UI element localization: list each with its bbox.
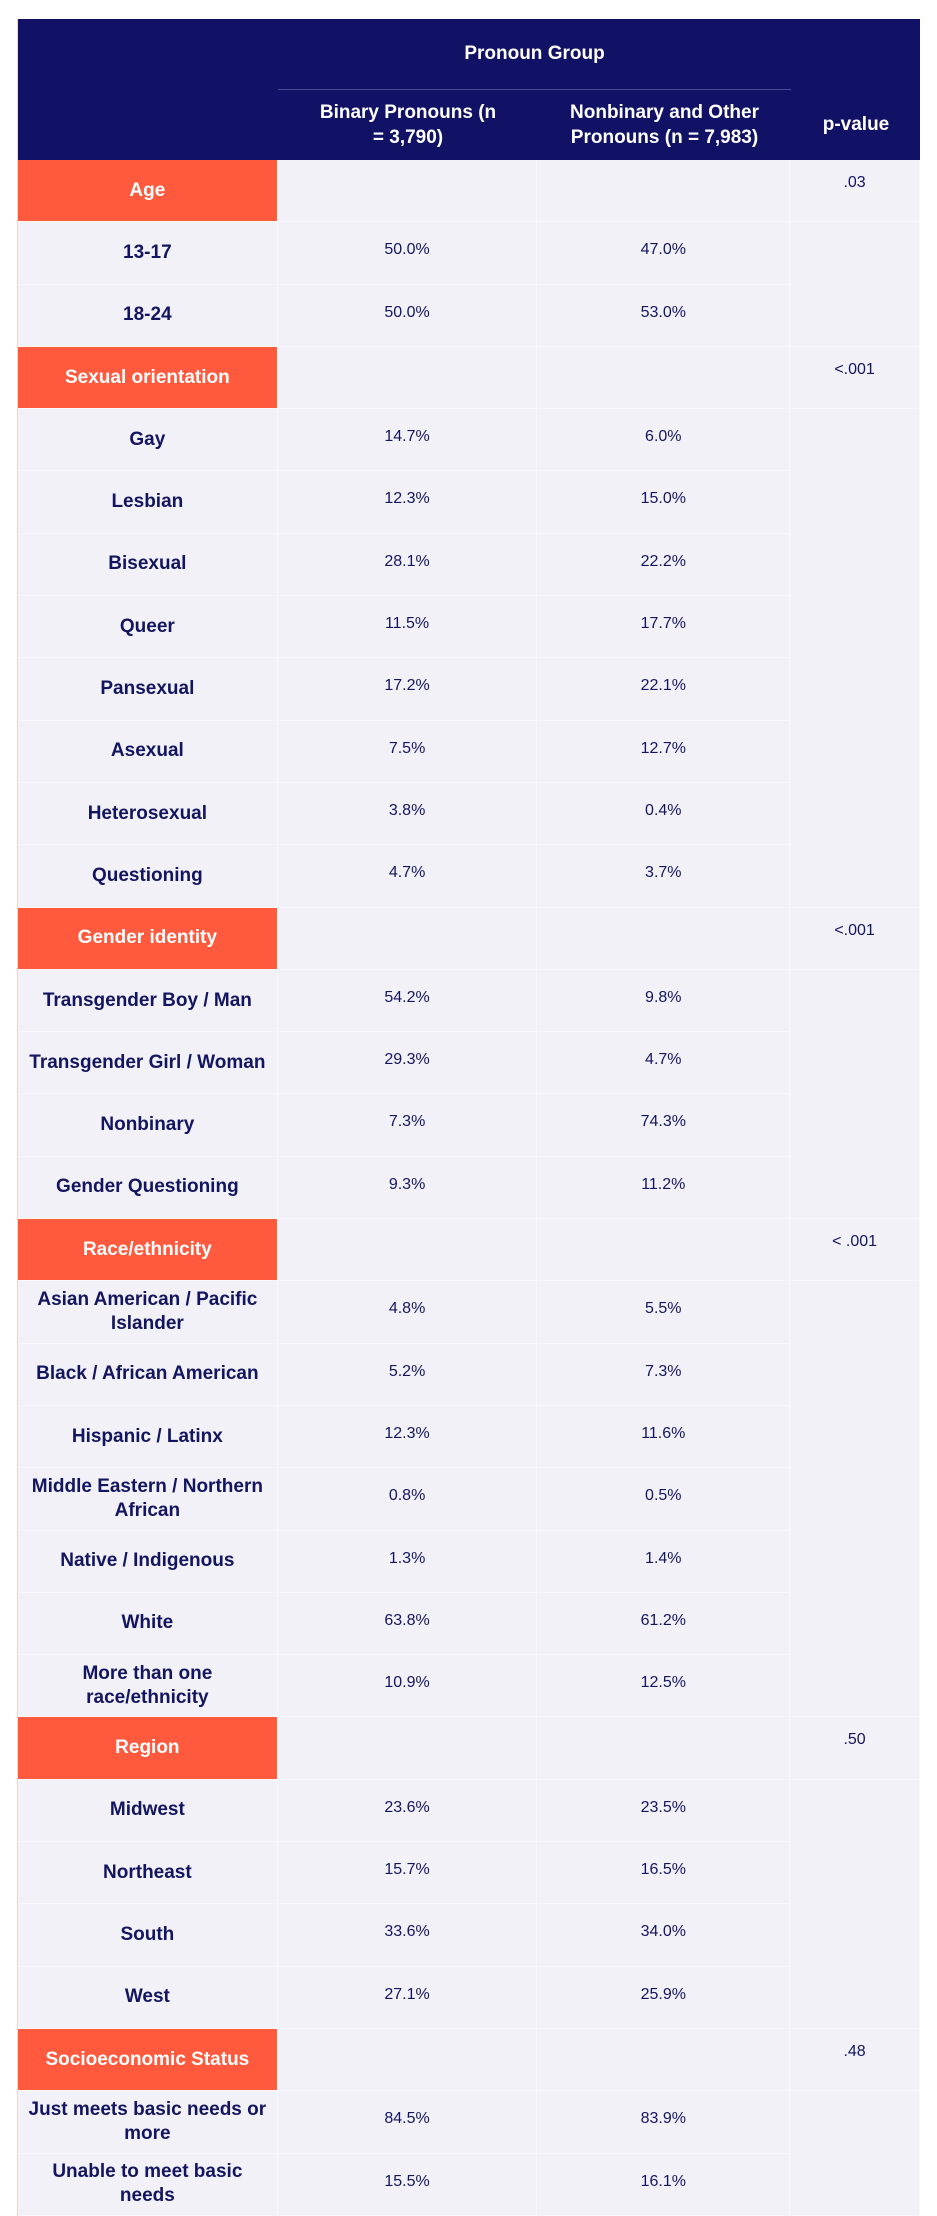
table-row	[18, 1094, 920, 1156]
table-row	[18, 1281, 920, 1343]
nonbinary-value: 6.0%	[537, 409, 790, 471]
table-row	[18, 845, 920, 907]
category-row	[18, 1717, 920, 1779]
binary-value: 17.2%	[278, 658, 538, 720]
nonbinary-value: 83.9%	[537, 2091, 790, 2153]
binary-value: 23.6%	[278, 1780, 538, 1842]
p-value: <.001	[790, 908, 920, 970]
p-value-empty	[790, 1593, 920, 1655]
row-label: 18-24	[18, 285, 278, 347]
p-value-empty	[790, 1032, 920, 1094]
binary-value: 12.3%	[278, 471, 538, 533]
table-row	[18, 2091, 920, 2153]
table-row	[18, 471, 920, 533]
row-label: Bisexual	[18, 534, 278, 596]
row-label: Queer	[18, 596, 278, 658]
row-label: 13-17	[18, 222, 278, 284]
nonbinary-value: 12.5%	[537, 1655, 790, 1717]
row-label: Just meets basic needs or more	[18, 2091, 278, 2153]
row-label: Unable to meet basic needs	[18, 2154, 278, 2216]
row-label: Questioning	[18, 845, 278, 907]
binary-value: 84.5%	[278, 2091, 538, 2153]
nonbinary-value: 61.2%	[537, 1593, 790, 1655]
row-label: West	[18, 1967, 278, 2029]
p-value-empty	[790, 1967, 920, 2029]
row-label: Pansexual	[18, 658, 278, 720]
p-value-empty	[790, 1281, 920, 1343]
p-value-empty	[790, 970, 920, 1032]
p-value-empty	[790, 1780, 920, 1842]
empty-cell	[537, 160, 790, 222]
nonbinary-value: 22.1%	[537, 658, 790, 720]
p-value: <.001	[790, 347, 920, 409]
table-row	[18, 1531, 920, 1593]
row-label: Asexual	[18, 721, 278, 783]
table-row	[18, 1967, 920, 2029]
category-row	[18, 2029, 920, 2091]
category-row	[18, 160, 920, 222]
table-header	[18, 19, 920, 160]
nonbinary-value: 3.7%	[537, 845, 790, 907]
nonbinary-value: 9.8%	[537, 970, 790, 1032]
row-label: Heterosexual	[18, 783, 278, 845]
table-row	[18, 1842, 920, 1904]
p-value-header: p-value	[822, 114, 890, 135]
p-value-empty	[790, 1406, 920, 1468]
p-value-empty	[790, 1157, 920, 1219]
binary-value: 63.8%	[278, 1593, 538, 1655]
category-label: Socioeconomic Status	[18, 2029, 278, 2091]
table-row	[18, 658, 920, 720]
nonbinary-value: 1.4%	[537, 1531, 790, 1593]
row-label: Transgender Boy / Man	[18, 970, 278, 1032]
row-label: Transgender Girl / Woman	[18, 1032, 278, 1094]
binary-value: 12.3%	[278, 1406, 538, 1468]
p-value-empty	[790, 783, 920, 845]
p-value-empty	[790, 596, 920, 658]
category-label: Age	[18, 160, 278, 222]
row-label: South	[18, 1904, 278, 1966]
nonbinary-value: 4.7%	[537, 1032, 790, 1094]
binary-value: 50.0%	[278, 222, 538, 284]
binary-value: 10.9%	[278, 1655, 538, 1717]
p-value: .50	[790, 1717, 920, 1779]
row-label: Black / African American	[18, 1344, 278, 1406]
nonbinary-value: 12.7%	[537, 721, 790, 783]
nonbinary-value: 0.4%	[537, 783, 790, 845]
table-row	[18, 534, 920, 596]
p-value-empty	[790, 1094, 920, 1156]
empty-cell	[537, 1219, 790, 1281]
binary-value: 15.7%	[278, 1842, 538, 1904]
nonbinary-value: 53.0%	[537, 285, 790, 347]
binary-value: 7.3%	[278, 1094, 538, 1156]
empty-cell	[278, 2029, 538, 2091]
nonbinary-value: 25.9%	[537, 1967, 790, 2029]
p-value: .03	[790, 160, 920, 222]
table-row	[18, 1904, 920, 1966]
table-row	[18, 596, 920, 658]
p-value-empty	[790, 1842, 920, 1904]
table-row	[18, 1157, 920, 1219]
binary-value: 3.8%	[278, 783, 538, 845]
pronoun-group-header: Pronoun Group	[464, 43, 605, 64]
binary-value: 4.7%	[278, 845, 538, 907]
table-body	[18, 160, 920, 2216]
binary-value: 11.5%	[278, 596, 538, 658]
nonbinary-value: 34.0%	[537, 1904, 790, 1966]
row-label: Lesbian	[18, 471, 278, 533]
p-value-empty	[790, 285, 920, 347]
p-value-empty	[790, 1531, 920, 1593]
demographics-table	[17, 19, 920, 2216]
row-label: Asian American / Pacific Islander	[18, 1281, 278, 1343]
binary-value: 33.6%	[278, 1904, 538, 1966]
p-value-empty	[790, 1344, 920, 1406]
nonbinary-value: 74.3%	[537, 1094, 790, 1156]
binary-value: 5.2%	[278, 1344, 538, 1406]
p-value-empty	[790, 222, 920, 284]
nonbinary-value: 11.2%	[537, 1157, 790, 1219]
binary-value: 14.7%	[278, 409, 538, 471]
p-value-empty	[790, 2154, 920, 2216]
p-value-empty	[790, 409, 920, 471]
table-row	[18, 1655, 920, 1717]
p-value-empty	[790, 471, 920, 533]
nonbinary-value: 47.0%	[537, 222, 790, 284]
nonbinary-value: 23.5%	[537, 1780, 790, 1842]
nonbinary-value: 7.3%	[537, 1344, 790, 1406]
category-row	[18, 1219, 920, 1281]
row-label: Midwest	[18, 1780, 278, 1842]
binary-value: 28.1%	[278, 534, 538, 596]
table-row	[18, 970, 920, 1032]
binary-value: 4.8%	[278, 1281, 538, 1343]
p-value-empty	[790, 1655, 920, 1717]
table-row	[18, 222, 920, 284]
binary-value: 29.3%	[278, 1032, 538, 1094]
nonbinary-value: 0.5%	[537, 1468, 790, 1530]
nonbinary-value: 16.1%	[537, 2154, 790, 2216]
p-value-empty	[790, 2091, 920, 2153]
nonbinary-value: 17.7%	[537, 596, 790, 658]
empty-cell	[537, 2029, 790, 2091]
table-row	[18, 1593, 920, 1655]
empty-cell	[278, 347, 538, 409]
binary-value: 9.3%	[278, 1157, 538, 1219]
p-value: .48	[790, 2029, 920, 2091]
p-value-empty	[790, 721, 920, 783]
table-row	[18, 783, 920, 845]
empty-cell	[278, 160, 538, 222]
binary-value: 1.3%	[278, 1531, 538, 1593]
table-row	[18, 2154, 920, 2216]
empty-cell	[537, 908, 790, 970]
p-value-empty	[790, 1468, 920, 1530]
row-label: Hispanic / Latinx	[18, 1406, 278, 1468]
binary-value: 54.2%	[278, 970, 538, 1032]
table-row	[18, 409, 920, 471]
category-label: Gender identity	[18, 908, 278, 970]
empty-cell	[278, 908, 538, 970]
row-label: White	[18, 1593, 278, 1655]
binary-value: 0.8%	[278, 1468, 538, 1530]
category-label: Sexual orientation	[18, 347, 278, 409]
row-label: Northeast	[18, 1842, 278, 1904]
nonbinary-value: 22.2%	[537, 534, 790, 596]
binary-pronouns-header: Binary Pronouns (n = 3,790)	[319, 102, 497, 148]
table-row	[18, 285, 920, 347]
binary-value: 7.5%	[278, 721, 538, 783]
nonbinary-value: 16.5%	[537, 1842, 790, 1904]
nonbinary-pronouns-header: Nonbinary and Other Pronouns (n = 7,983)	[570, 102, 759, 148]
row-label: More than one race/ethnicity	[18, 1655, 278, 1717]
binary-value: 50.0%	[278, 285, 538, 347]
table-row	[18, 1468, 920, 1530]
nonbinary-value: 5.5%	[537, 1281, 790, 1343]
table-row	[18, 1780, 920, 1842]
p-value-empty	[790, 845, 920, 907]
category-row	[18, 908, 920, 970]
category-label: Region	[18, 1717, 278, 1779]
p-value-empty	[790, 658, 920, 720]
row-label: Gender Questioning	[18, 1157, 278, 1219]
category-label: Race/ethnicity	[18, 1219, 278, 1281]
table-row	[18, 1344, 920, 1406]
empty-cell	[537, 1717, 790, 1779]
row-label: Native / Indigenous	[18, 1531, 278, 1593]
p-value: < .001	[790, 1219, 920, 1281]
empty-cell	[537, 347, 790, 409]
nonbinary-value: 11.6%	[537, 1406, 790, 1468]
table-row	[18, 1406, 920, 1468]
row-label: Gay	[18, 409, 278, 471]
table-row	[18, 721, 920, 783]
row-label: Middle Eastern / Northern African	[18, 1468, 278, 1530]
p-value-empty	[790, 534, 920, 596]
nonbinary-value: 15.0%	[537, 471, 790, 533]
empty-cell	[278, 1219, 538, 1281]
binary-value: 15.5%	[278, 2154, 538, 2216]
binary-value: 27.1%	[278, 1967, 538, 2029]
row-label: Nonbinary	[18, 1094, 278, 1156]
empty-cell	[278, 1717, 538, 1779]
category-row	[18, 347, 920, 409]
p-value-empty	[790, 1904, 920, 1966]
table-row	[18, 1032, 920, 1094]
